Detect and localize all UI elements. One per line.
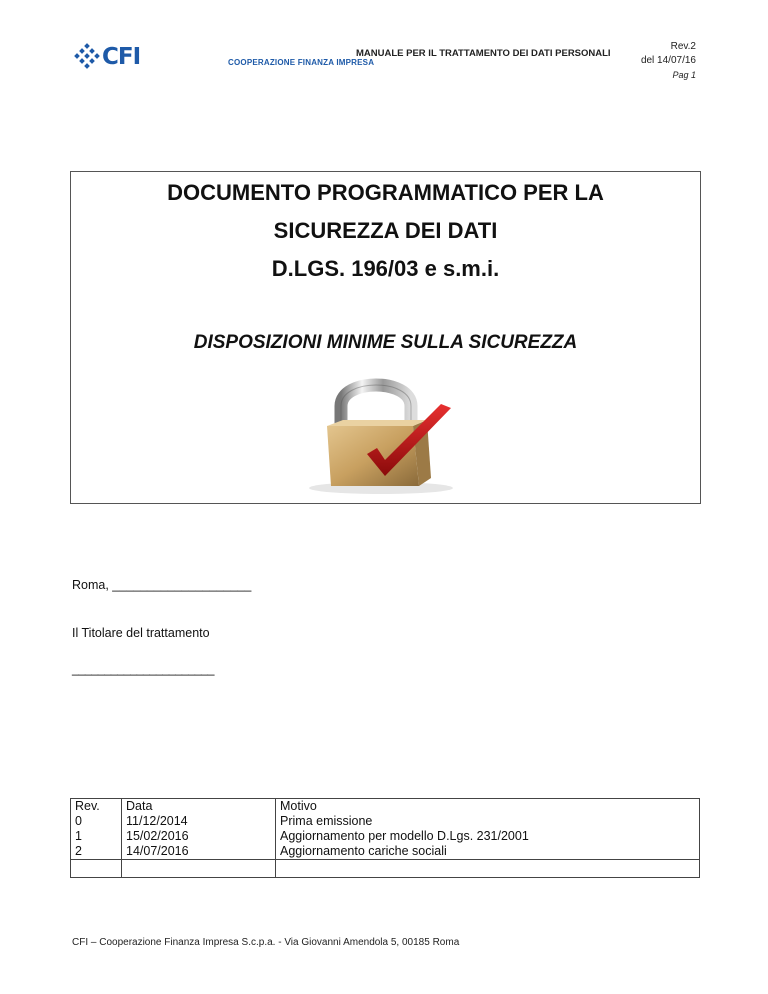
cover-title-line-2: SICUREZZA DEI DATI [273, 218, 498, 243]
cover-subtitle: DISPOSIZIONI MINIME SULLA SICUREZZA [193, 332, 578, 353]
header-reason: Motivo [276, 799, 700, 815]
cover-title-line-3: D.LGS. 196/03 e s.m.i. [271, 256, 500, 281]
reason-cell: Aggiornamento cariche sociali [276, 844, 700, 860]
reason-cell [276, 860, 700, 878]
holder-signature-line: ______________________ [72, 662, 214, 676]
company-tagline: COOPERAZIONE FINANZA IMPRESA [228, 58, 375, 67]
reason-cell: Aggiornamento per modello D.Lgs. 231/2001 [276, 829, 700, 844]
cfi-diamond-icon [72, 42, 102, 72]
date-cell: 15/02/2016 [122, 829, 276, 844]
page-footer: CFI – Cooperazione Finanza Impresa S.c.p.a. - Via Giovanni Amendola 5, 00185 Roma [72, 937, 460, 948]
table-row-empty [71, 860, 700, 878]
holder-label: Il Titolare del trattamento [72, 626, 210, 640]
logo-text: CFI [102, 44, 141, 70]
table-header-row [71, 799, 700, 815]
reason-cell: Prima emissione [276, 814, 700, 829]
cfi-logo [72, 42, 152, 74]
revision-date: del 14/07/16 [640, 55, 696, 66]
place-date-field: Roma, ____________________ [72, 578, 252, 592]
revision-label: Rev.2 [670, 41, 696, 52]
cover-box [70, 171, 701, 504]
revision-block [641, 40, 696, 82]
date-cell [122, 860, 276, 878]
header-rev: Rev. [71, 799, 122, 815]
table-row [71, 844, 700, 860]
rev-cell [71, 860, 122, 878]
rev-cell: 2 [71, 844, 122, 860]
rev-cell: 1 [71, 829, 122, 844]
rev-cell: 0 [71, 814, 122, 829]
page-header [0, 0, 768, 100]
header-date: Data [122, 799, 276, 815]
date-cell: 11/12/2014 [122, 814, 276, 829]
page-number: Pag 1 [672, 70, 696, 80]
padlock-check-icon [301, 368, 471, 496]
table-row [71, 829, 700, 844]
table-row [71, 814, 700, 829]
cover-title-line-1: DOCUMENTO PROGRAMMATICO PER LA [167, 180, 604, 205]
manual-title: MANUALE PER IL TRATTAMENTO DEI DATI PERSONALI [356, 48, 611, 59]
revisions-table [70, 798, 700, 878]
date-cell: 14/07/2016 [122, 844, 276, 860]
